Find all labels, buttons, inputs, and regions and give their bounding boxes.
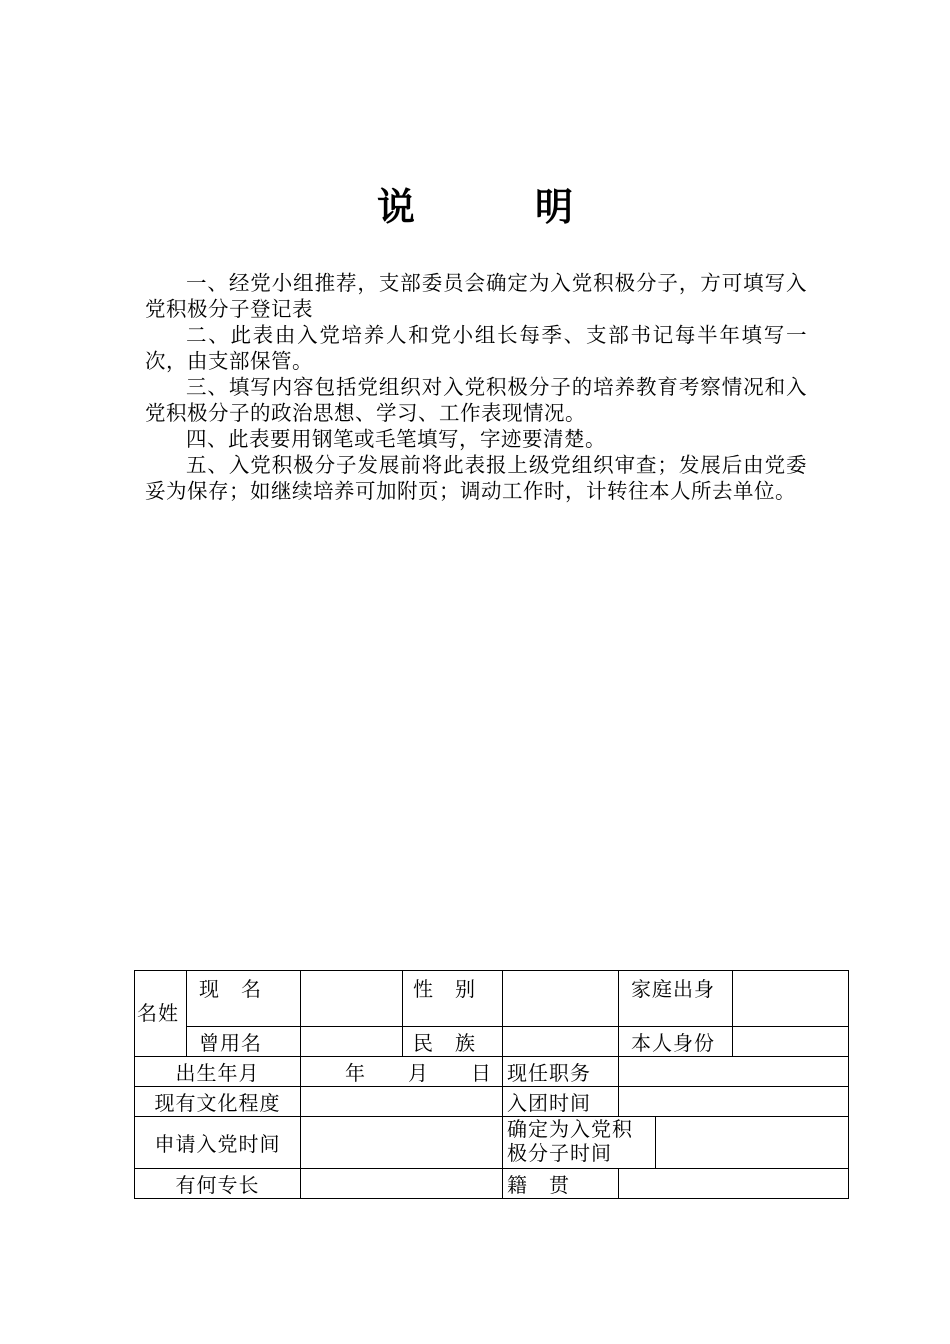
party-application-date-field[interactable] [301, 1117, 503, 1169]
instruction-3: 三、填写内容包括党组织对入党积极分子的培养教育考察情况和入党积极分子的政治思想、学习、工作表现情况。 [145, 375, 807, 425]
former-name-field[interactable] [301, 1027, 403, 1057]
current-position-field[interactable] [619, 1057, 849, 1087]
current-name-field[interactable] [301, 971, 403, 1027]
specialty-label: 有何专长 [135, 1169, 301, 1199]
activist-confirm-date-field[interactable] [656, 1117, 849, 1169]
education-field[interactable] [301, 1087, 503, 1117]
instruction-2: 二、此表由入党培养人和党小组长每季、支部书记每半年填写一次，由支部保管。 [145, 323, 807, 373]
title-char-2: 明 [535, 184, 574, 229]
instruction-1: 一、经党小组推荐，支部委员会确定为入党积极分子，方可填写入党积极分子登记表 [145, 271, 807, 321]
registration-form-table [134, 970, 849, 1199]
league-join-date-label: 入团时间 [503, 1087, 619, 1117]
instruction-4: 四、此表要用钢笔或毛笔填写，字迹要清楚。 [186, 427, 606, 451]
name-label: 名姓 [135, 971, 187, 1057]
instructions [145, 270, 807, 504]
gender-label: 性 别 [403, 971, 503, 1027]
ethnicity-label: 民 族 [403, 1027, 503, 1057]
education-label: 现有文化程度 [135, 1087, 301, 1117]
specialty-field[interactable] [301, 1169, 503, 1199]
title-char-1: 说 [376, 184, 415, 229]
page-title [0, 176, 950, 231]
native-place-label: 籍 贯 [503, 1169, 619, 1199]
instruction-5: 五、入党积极分子发展前将此表报上级党组织审查；发展后由党委妥为保存；如继续培养可加附页；调动工作时，计转往本人所去单位。 [145, 453, 807, 503]
birth-date-field[interactable]: 年 月 日 [301, 1057, 503, 1087]
activist-confirm-date-label: 确定为入党积极分子时间 [503, 1117, 656, 1169]
family-origin-label: 家庭出身 [619, 971, 733, 1027]
personal-status-field[interactable] [733, 1027, 849, 1057]
current-name-label: 现 名 [187, 971, 301, 1027]
native-place-field[interactable] [619, 1169, 849, 1199]
former-name-label: 曾用名 [187, 1027, 301, 1057]
gender-field[interactable] [503, 971, 619, 1027]
league-join-date-field[interactable] [619, 1087, 849, 1117]
party-application-date-label: 申请入党时间 [135, 1117, 301, 1169]
ethnicity-field[interactable] [503, 1027, 619, 1057]
family-origin-field[interactable] [733, 971, 849, 1027]
birth-date-label: 出生年月 [135, 1057, 301, 1087]
current-position-label: 现任职务 [503, 1057, 619, 1087]
personal-status-label: 本人身份 [619, 1027, 733, 1057]
